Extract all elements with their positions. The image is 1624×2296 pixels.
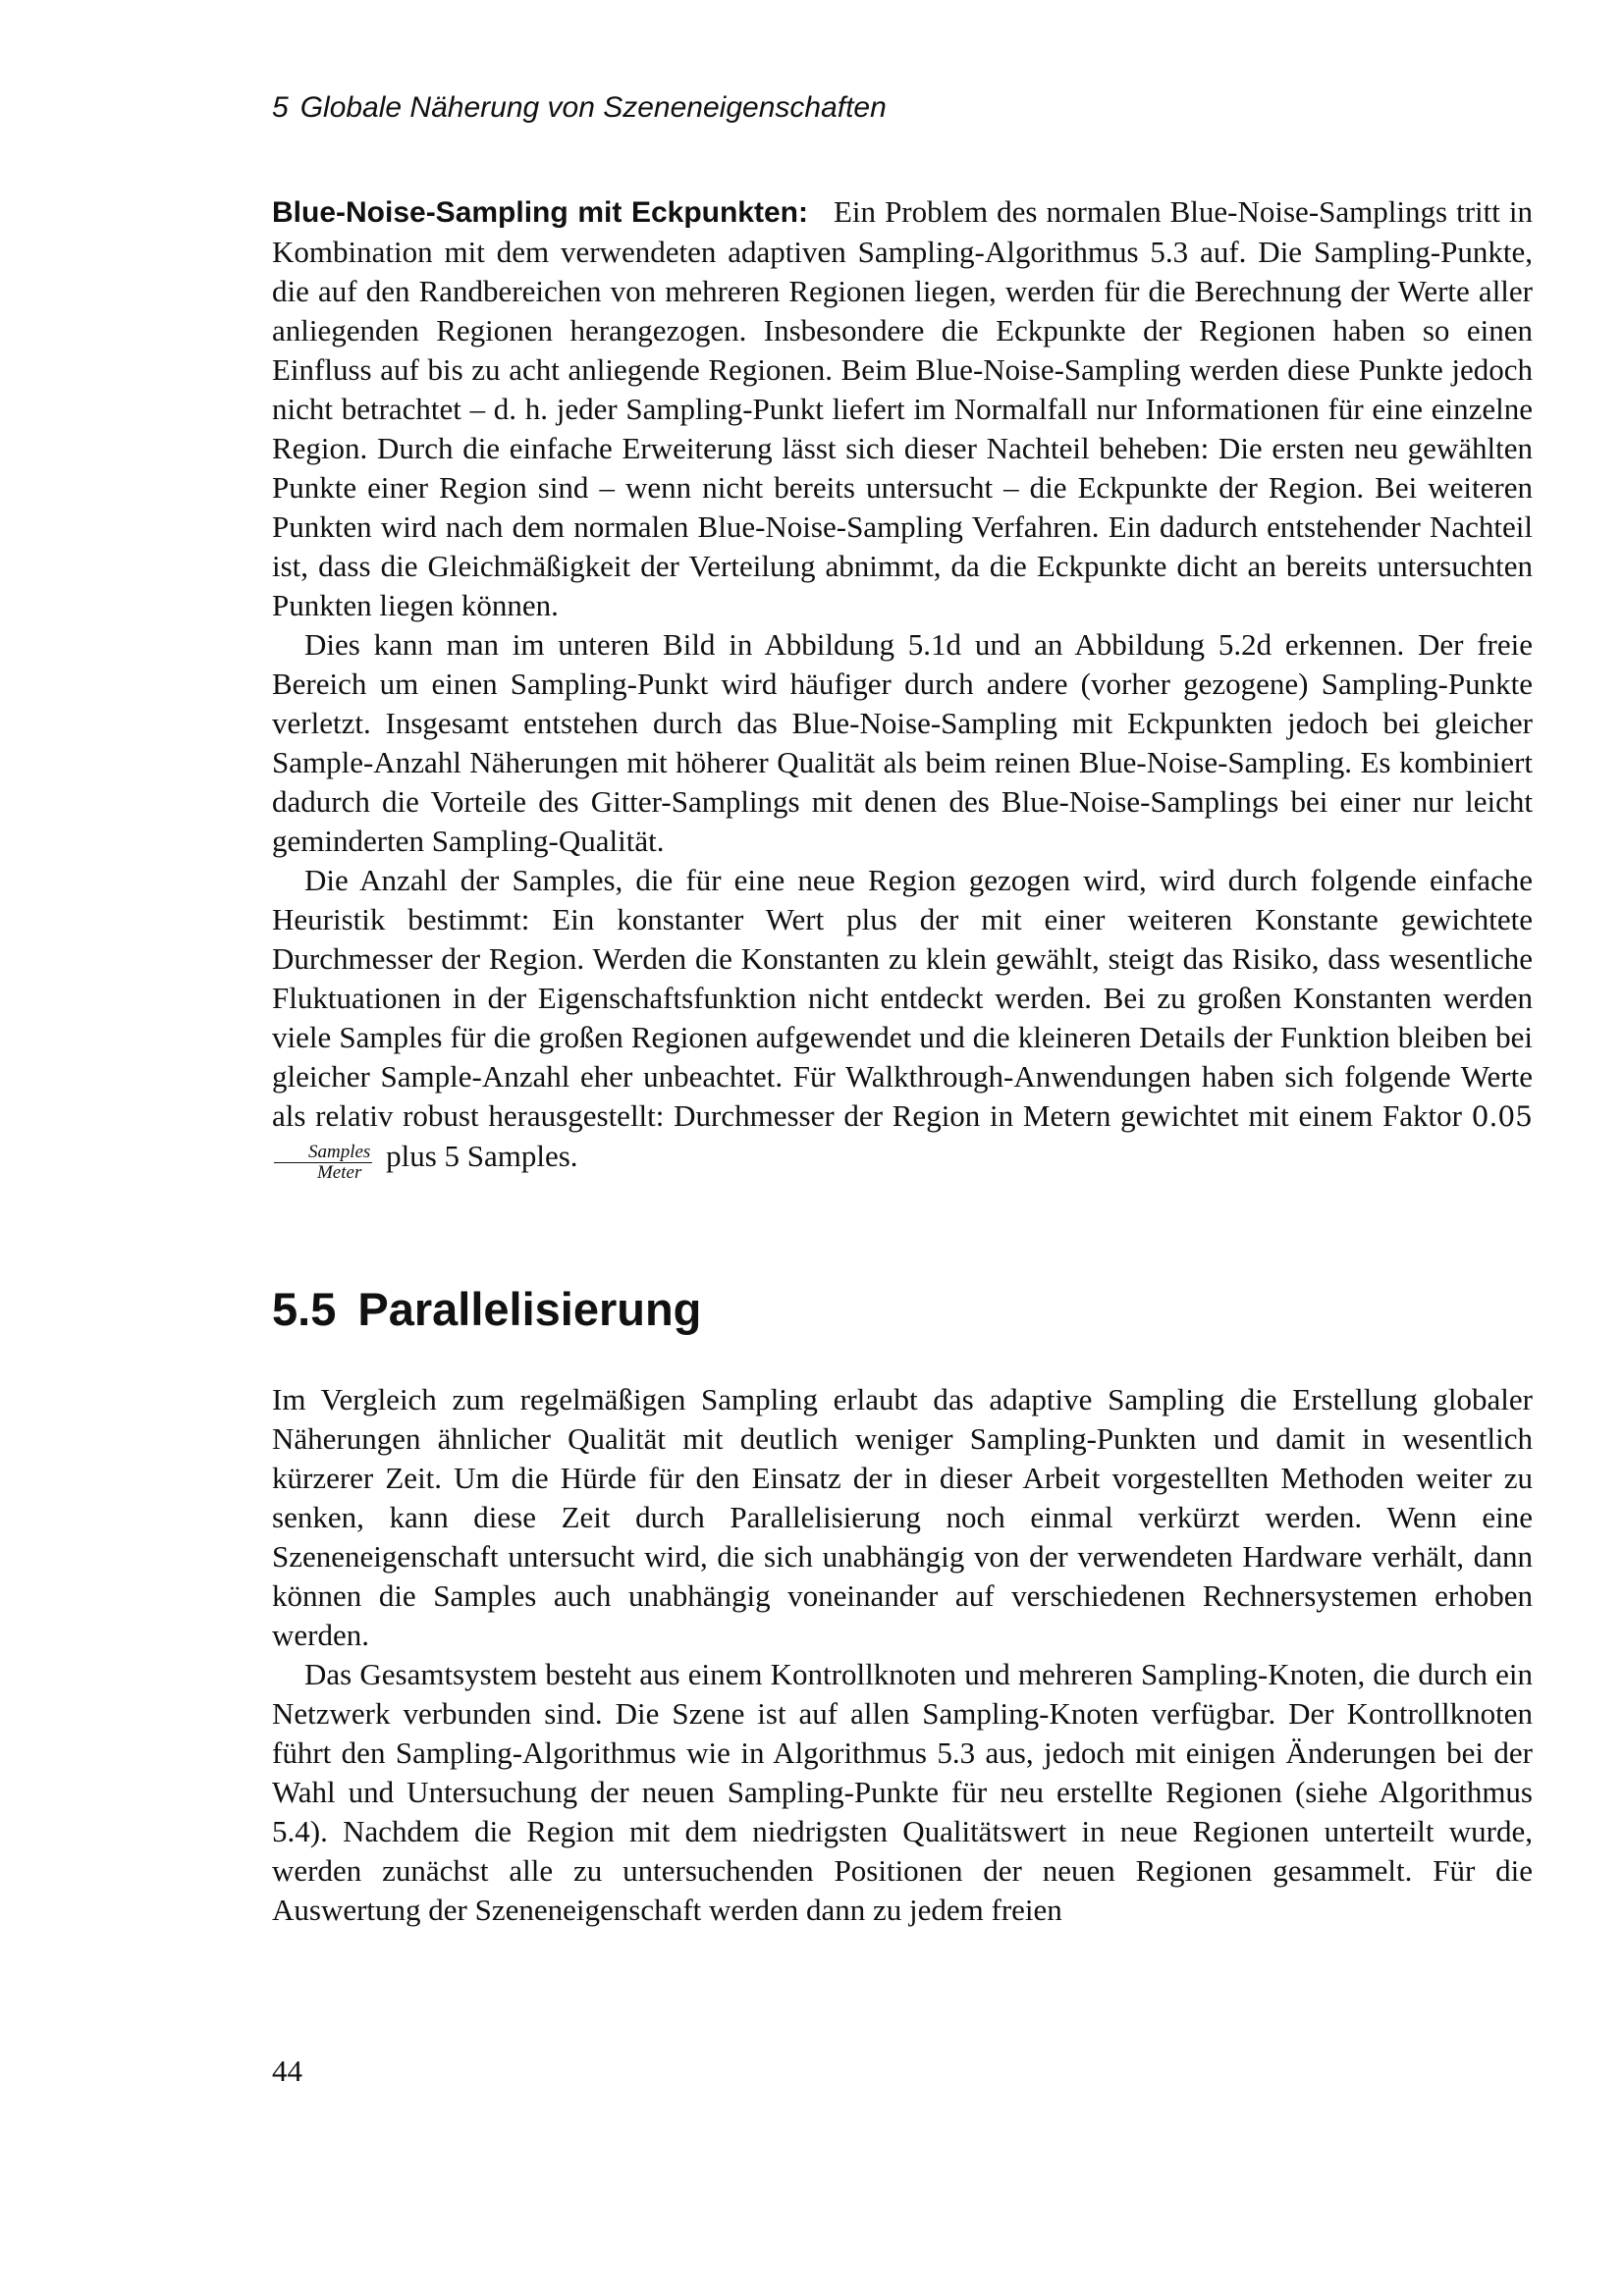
fraction-denominator: Meter [316, 1162, 362, 1183]
section-title: Parallelisierung [357, 1283, 702, 1335]
paragraph-tail: plus 5 Samples. [386, 1139, 578, 1173]
blue-noise-section [272, 192, 1533, 1183]
chapter-number: 5 [272, 91, 289, 124]
paragraph-text: Die Anzahl der Samples, die für eine neue Region gezogen wird, wird durch folgende einfache Heuristik bestimmt: Ein konstanter Wert plus der mit einer weiteren Konstante gewichtete Durchmesser der Region. Werden die Konstanten zu klein gewählt, steigt das Risiko, dass wesentliche Fluktuationen in der Eigenschaftsfunktion nicht entdeckt werden. Bei zu großen Konstanten werden viele Samples für die großen Regionen aufgewendet und die kleineren Details der Funktion bleiben bei gleicher Sample-Anzahl eher unbeachtet. Für Walkthrough-Anwendungen haben sich folgende Werte als relativ robust herausgestellt: Durchmesser der Region in Metern gewichtet mit einem Faktor [272, 863, 1533, 1133]
paragraph-blue-noise-1 [272, 192, 1533, 625]
section-number: 5.5 [272, 1283, 337, 1335]
chapter-title: Globale Näherung von Szeneneigenschaften [299, 91, 887, 124]
factor-value: 0.05 [1471, 1100, 1533, 1133]
document-page [272, 0, 1533, 2296]
section-heading [272, 1282, 701, 1337]
paragraph-heading: Blue-Noise-Sampling mit Eckpunkten: [272, 196, 808, 229]
parallelisierung-section [272, 1380, 1533, 1930]
paragraph-parallel-2: Das Gesamtsystem besteht aus einem Kontrollknoten und mehreren Sampling-Knoten, die durch ein Netzwerk verbunden sind. Die Szene ist auf allen Sampling-Knoten verfügbar. Der Kontrollknoten führt den Sampling-Algorithmus wie in Algorithmus 5.3 aus, jedoch mit einigen Änderungen bei der Wahl und Untersuchung der neuen Sampling-Punkte für neu erstellte Regionen (siehe Algorithmus 5.4). Nachdem die Region mit dem niedrigsten Qualitätswert in neue Regionen unterteilt wurde, werden zunächst alle zu untersuchenden Positionen der neuen Regionen gesammelt. Für die Auswertung der Szeneneigenschaft werden dann zu jedem freien [272, 1657, 1533, 1927]
paragraph-blue-noise-2: Dies kann man im unteren Bild in Abbildung 5.1d und an Abbildung 5.2d erkennen. Der freie Bereich um einen Sampling-Punkt wird häufiger durch andere (vorher gezogene) Sampling-Punkte verletzt. Insgesamt entstehen durch das Blue-Noise-Sampling mit Eckpunkten jedoch bei gleicher Sample-Anzahl Näherungen mit höherer Qualität als beim reinen Blue-Noise-Sampling. Es kombiniert dadurch die Vorteile des Gitter-Samplings mit denen des Blue-Noise-Samplings bei einer nur leicht geminderten Sampling-Qualität. [272, 627, 1533, 858]
paragraph-parallel-1: Im Vergleich zum regelmäßigen Sampling erlaubt das adaptive Sampling die Erstellung globaler Näherungen ähnlicher Qualität mit deutlich weniger Sampling-Punkten und damit in wesentlich kürzerer Zeit. Um die Hürde für den Einsatz der in dieser Arbeit vorgestellten Methoden weiter zu senken, kann diese Zeit durch Parallelisierung noch einmal verkürzt werden. Wenn eine Szeneneigenschaft untersucht wird, die sich unabhängig von der verwendeten Hardware verhält, dann können die Samples auch unabhängig voneinander auf verschiedenen Rechnersystemen erhoben werden. [272, 1382, 1533, 1652]
running-head [272, 90, 887, 126]
paragraph-text: Ein Problem des normalen Blue-Noise-Samplings tritt in Kombination mit dem verwendeten adaptiven Sampling-Algorithmus 5.3 auf. Die Sampling-Punkte, die auf den Randbereichen von mehreren Regionen liegen, werden für die Berechnung der Werte aller anliegenden Regionen herangezogen. Insbesondere die Eckpunkte der Regionen haben so einen Einfluss auf bis zu acht anliegende Regionen. Beim Blue-Noise-Sampling werden diese Punkte jedoch nicht betrachtet – d. h. jeder Sampling-Punkt liefert im Normalfall nur Informationen für eine einzelne Region. Durch die einfache Erweiterung lässt sich dieser Nachteil beheben: Die ersten neu gewählten Punkte einer Region sind – wenn nicht bereits untersucht – die Eckpunkte der Region. Bei weiteren Punkten wird nach dem normalen Blue-Noise-Sampling Verfahren. Ein dadurch entstehender Nachteil ist, dass die Gleichmäßigkeit der Verteilung abnimmt, da die Eckpunkte dicht an bereits untersuchten Punkten liegen können. [272, 194, 1534, 622]
factor-fraction [274, 1143, 372, 1183]
paragraph-blue-noise-3 [272, 861, 1533, 1183]
fraction-numerator: Samples [274, 1143, 372, 1163]
page-number: 44 [272, 2054, 302, 2088]
